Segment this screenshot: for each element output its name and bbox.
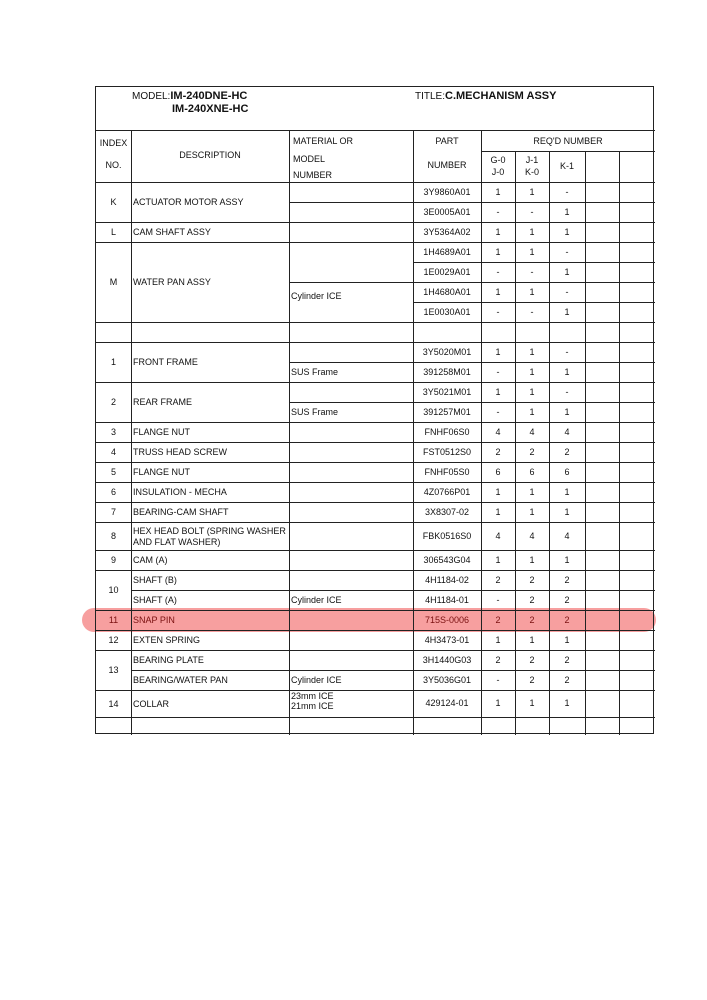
grid-line [413, 422, 655, 423]
part-description: BEARING-CAM SHAFT [133, 507, 229, 517]
grid-line [289, 130, 290, 735]
parts-list-sheet [95, 86, 654, 734]
quantity-cell: 1 [495, 247, 501, 257]
quantity-cell: - [565, 247, 569, 257]
part-number: 391257M01 [423, 407, 471, 417]
quantity-cell: 1 [529, 247, 535, 257]
reqd-line [481, 151, 655, 152]
part-number: 391258M01 [423, 367, 471, 377]
quantity-cell: 4 [529, 427, 535, 437]
grid-line [131, 670, 413, 671]
index-number: 14 [108, 699, 119, 709]
quantity-cell: - [496, 595, 500, 605]
part-description: COLLAR [133, 699, 170, 709]
part-number: 4H1184-02 [425, 575, 469, 585]
part-number: 1H4680A01 [423, 287, 471, 297]
grid-line [515, 151, 516, 735]
variant-header: K-0 [524, 167, 539, 177]
quantity-cell: 1 [529, 187, 535, 197]
part-description: ACTUATOR MOTOR ASSY [133, 197, 244, 207]
index-number: 3 [110, 427, 116, 437]
quantity-cell: - [496, 267, 500, 277]
quantity-cell: 1 [564, 367, 570, 377]
quantity-cell: 6 [529, 467, 535, 477]
quantity-cell: - [565, 187, 569, 197]
grid-line [413, 242, 655, 243]
quantity-cell: 2 [564, 595, 570, 605]
quantity-cell: 2 [495, 655, 501, 665]
quantity-cell: 1 [564, 507, 570, 517]
part-number: 3Y5020M01 [422, 347, 472, 357]
quantity-cell: 2 [564, 447, 570, 457]
column-header-index: NO. [105, 160, 122, 170]
header-bottom-line [96, 182, 655, 183]
part-description: SHAFT (B) [133, 575, 177, 585]
material-cell: Cylinder ICE [291, 291, 342, 301]
part-number: FNHF06S0 [424, 427, 470, 437]
part-number: FNHF05S0 [424, 467, 470, 477]
part-description: TRUSS HEAD SCREW [133, 447, 228, 457]
quantity-cell: 6 [495, 467, 501, 477]
quantity-cell: 1 [564, 407, 570, 417]
grid-line [413, 342, 655, 343]
quantity-cell: 1 [529, 367, 535, 377]
quantity-cell: 1 [529, 507, 535, 517]
grid-line [96, 610, 413, 611]
part-description: BEARING/WATER PAN [133, 675, 228, 685]
grid-line [549, 151, 550, 735]
grid-line [96, 322, 413, 323]
quantity-cell: 1 [495, 387, 501, 397]
quantity-cell: 1 [529, 227, 535, 237]
part-number: 3Y5021M01 [422, 387, 472, 397]
column-header-index: INDEX [99, 138, 128, 148]
grid-line [413, 402, 655, 403]
grid-line [96, 550, 413, 551]
quantity-cell: 4 [529, 531, 535, 541]
grid-line [413, 610, 655, 611]
part-description: SHAFT (A) [133, 595, 177, 605]
part-description: SNAP PIN [133, 615, 175, 625]
index-number: 9 [110, 555, 116, 565]
material-cell: Cylinder ICE [291, 675, 342, 685]
grid-line [413, 502, 655, 503]
quantity-cell: - [565, 287, 569, 297]
part-number: 1E0029A01 [423, 267, 471, 277]
quantity-cell: 2 [564, 615, 570, 625]
grid-line [96, 422, 413, 423]
quantity-cell: - [496, 407, 500, 417]
part-number: 306543G04 [423, 555, 471, 565]
quantity-cell: 1 [564, 635, 570, 645]
grid-line [413, 590, 655, 591]
quantity-cell: 4 [564, 531, 570, 541]
quantity-cell: 1 [495, 187, 501, 197]
grid-line [413, 717, 655, 718]
grid-line [413, 522, 655, 523]
variant-header: K-1 [559, 161, 574, 171]
grid-line [413, 690, 655, 691]
index-number: L [110, 227, 116, 237]
grid-line [96, 442, 413, 443]
quantity-cell: 1 [564, 307, 570, 317]
grid-line [289, 402, 413, 403]
header-top-line [96, 130, 655, 131]
quantity-cell: 1 [529, 635, 535, 645]
quantity-cell: 1 [529, 487, 535, 497]
material-cell: SUS Frame [291, 367, 339, 377]
index-number: 10 [108, 585, 119, 595]
part-number: 1E0030A01 [423, 307, 471, 317]
quantity-cell: 1 [529, 698, 535, 708]
part-description: EXTEN SPRING [133, 635, 201, 645]
grid-line [413, 482, 655, 483]
quantity-cell: 2 [564, 575, 570, 585]
part-description: CAM (A) [133, 555, 168, 565]
part-description: HEX HEAD BOLT (SPRING WASHER [133, 526, 286, 536]
grid-line [96, 570, 413, 571]
material-cell: SUS Frame [291, 407, 339, 417]
grid-line [96, 222, 413, 223]
quantity-cell: 2 [495, 615, 501, 625]
quantity-cell: 1 [564, 267, 570, 277]
material-cell: 21mm ICE [291, 701, 334, 711]
part-number: 429124-01 [425, 698, 469, 708]
quantity-cell: - [496, 207, 500, 217]
grid-line [413, 130, 414, 735]
index-number: 5 [110, 467, 116, 477]
quantity-cell: 2 [529, 447, 535, 457]
part-description: FLANGE NUT [133, 427, 191, 437]
grid-line [413, 282, 655, 283]
quantity-cell: - [496, 675, 500, 685]
quantity-cell: 1 [529, 287, 535, 297]
grid-line [413, 222, 655, 223]
grid-line [289, 202, 413, 203]
quantity-cell: 1 [495, 487, 501, 497]
quantity-cell: 2 [564, 655, 570, 665]
part-number: 3H1440G03 [422, 655, 472, 665]
grid-line [96, 522, 413, 523]
part-description: CAM SHAFT ASSY [133, 227, 211, 237]
quantity-cell: 1 [564, 487, 570, 497]
quantity-cell: - [496, 367, 500, 377]
part-description: INSULATION - MECHA [133, 487, 227, 497]
quantity-cell: 2 [529, 595, 535, 605]
grid-line [131, 590, 413, 591]
grid-line [413, 322, 655, 323]
material-cell: 23mm ICE [291, 691, 334, 701]
grid-line [131, 130, 132, 735]
index-number: 13 [108, 665, 119, 675]
quantity-cell: 1 [495, 698, 501, 708]
model-number: IM-240XNE-HC [172, 103, 249, 115]
quantity-cell: 1 [495, 287, 501, 297]
grid-line [413, 302, 655, 303]
quantity-cell: 2 [529, 615, 535, 625]
variant-header: G-0 [490, 155, 506, 165]
page-title: C.MECHANISM ASSY [445, 90, 557, 102]
index-number: 6 [110, 487, 116, 497]
grid-line [96, 382, 413, 383]
grid-line [413, 202, 655, 203]
grid-line [289, 282, 413, 283]
part-number: 3X8307-02 [424, 507, 470, 517]
quantity-cell: - [530, 207, 534, 217]
quantity-cell: - [565, 347, 569, 357]
part-number: FBK0516S0 [422, 531, 472, 541]
part-number: 4Z0766P01 [423, 487, 471, 497]
model-number: IM-240DNE-HC [170, 90, 248, 102]
index-number: 8 [110, 531, 116, 541]
model-block [132, 90, 248, 116]
part-number: 4H1184-01 [425, 595, 469, 605]
column-header-reqd: REQ'D NUMBER [533, 136, 603, 146]
quantity-cell: 1 [495, 635, 501, 645]
quantity-cell: 1 [564, 227, 570, 237]
grid-line [413, 550, 655, 551]
quantity-cell: - [565, 387, 569, 397]
grid-line [96, 650, 413, 651]
quantity-cell: 6 [564, 467, 570, 477]
grid-line [413, 382, 655, 383]
quantity-cell: 1 [495, 227, 501, 237]
variant-header: J-0 [491, 167, 505, 177]
column-header-description: DESCRIPTION [179, 150, 241, 160]
material-cell: Cylinder ICE [291, 595, 342, 605]
index-number: K [110, 197, 117, 207]
column-header-material: MODEL [293, 154, 326, 164]
grid-line [96, 462, 413, 463]
grid-line [289, 362, 413, 363]
index-number: 4 [110, 447, 116, 457]
variant-header: J-1 [525, 155, 539, 165]
title-label: TITLE: [415, 91, 446, 102]
part-number: 1H4689A01 [423, 247, 471, 257]
index-number: 7 [110, 507, 116, 517]
part-description: AND FLAT WASHER) [133, 537, 221, 547]
part-number: 715S-0006 [424, 615, 470, 625]
quantity-cell: 4 [495, 427, 501, 437]
quantity-cell: 1 [529, 347, 535, 357]
grid-line [96, 717, 413, 718]
index-number: M [109, 277, 118, 287]
grid-line [413, 650, 655, 651]
column-header-part: NUMBER [427, 160, 467, 170]
grid-line [413, 262, 655, 263]
quantity-cell: 1 [529, 555, 535, 565]
quantity-cell: 2 [529, 675, 535, 685]
grid-line [96, 482, 413, 483]
column-header-material: NUMBER [293, 170, 333, 180]
column-header-part: PART [435, 136, 459, 146]
quantity-cell: 1 [564, 698, 570, 708]
part-number: 3E0005A01 [423, 207, 471, 217]
index-number: 2 [110, 397, 116, 407]
part-number: FST0512S0 [422, 447, 472, 457]
part-description: WATER PAN ASSY [133, 277, 211, 287]
grid-line [96, 242, 413, 243]
grid-line [96, 502, 413, 503]
part-number: 3Y9860A01 [423, 187, 471, 197]
quantity-cell: 1 [564, 555, 570, 565]
quantity-cell: 2 [529, 575, 535, 585]
part-description: FLANGE NUT [133, 467, 191, 477]
quantity-cell: 1 [564, 207, 570, 217]
grid-line [413, 570, 655, 571]
index-number: 11 [108, 615, 119, 625]
grid-line [413, 630, 655, 631]
column-header-material: MATERIAL OR [293, 136, 354, 146]
grid-line [96, 342, 413, 343]
grid-line [619, 151, 620, 735]
quantity-cell: 1 [495, 555, 501, 565]
part-number: 4H3473-01 [424, 635, 470, 645]
quantity-cell: 4 [495, 531, 501, 541]
quantity-cell: 2 [495, 575, 501, 585]
quantity-cell: 1 [529, 387, 535, 397]
index-number: 1 [110, 357, 116, 367]
quantity-cell: 1 [495, 347, 501, 357]
quantity-cell: 2 [564, 675, 570, 685]
index-number: 12 [108, 635, 119, 645]
quantity-cell: 1 [529, 407, 535, 417]
quantity-cell: - [530, 307, 534, 317]
quantity-cell: 4 [564, 427, 570, 437]
part-description: FRONT FRAME [133, 357, 198, 367]
grid-line [413, 462, 655, 463]
grid-line [96, 630, 413, 631]
part-description: BEARING PLATE [133, 655, 204, 665]
grid-line [585, 151, 586, 735]
part-number: 3Y5364A02 [423, 227, 471, 237]
part-number: 3Y5036G01 [422, 675, 472, 685]
grid-line [413, 442, 655, 443]
quantity-cell: - [496, 307, 500, 317]
quantity-cell: 1 [495, 507, 501, 517]
model-label: MODEL: [132, 91, 171, 102]
quantity-cell: 2 [495, 447, 501, 457]
grid-line [413, 670, 655, 671]
quantity-cell: - [530, 267, 534, 277]
part-description: REAR FRAME [133, 397, 193, 407]
grid-line [413, 362, 655, 363]
quantity-cell: 2 [529, 655, 535, 665]
title-block [415, 90, 556, 103]
